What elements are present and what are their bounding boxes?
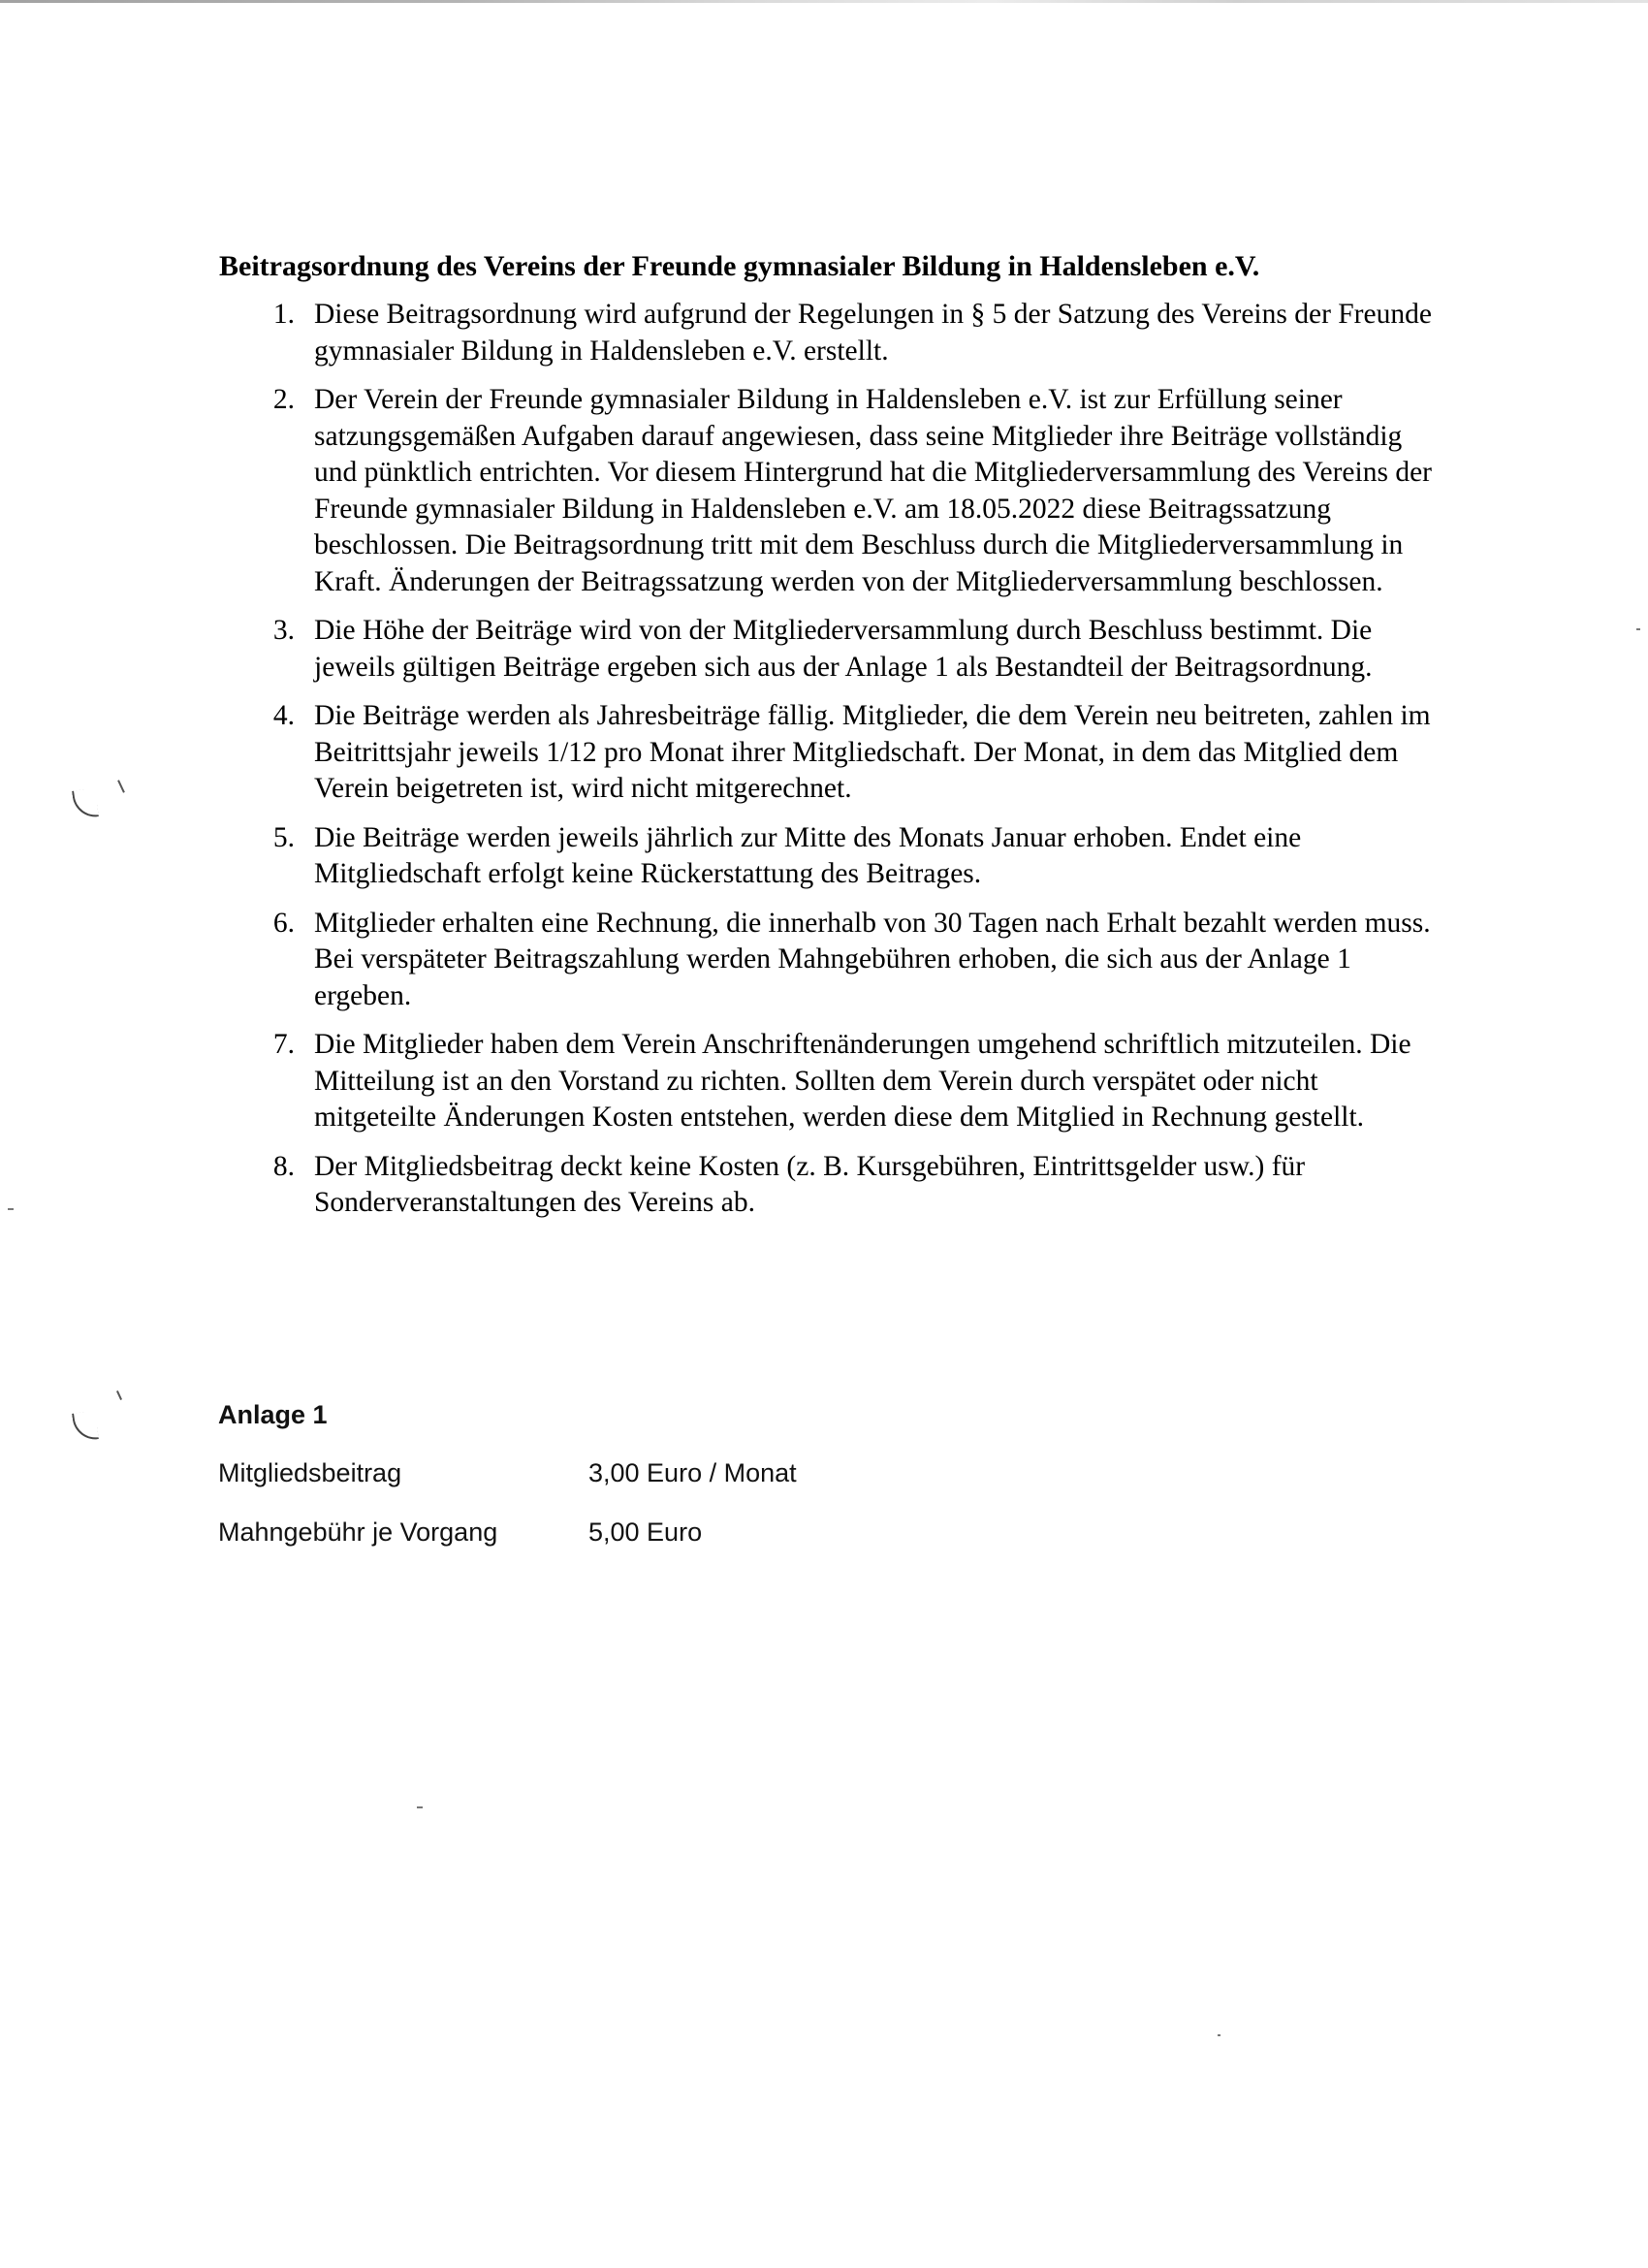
appendix-section — [218, 1398, 797, 1575]
rule-text: Die Höhe der Beiträge wird von der Mitgliederversammlung durch Beschluss bestimmt. Die jeweils gültigen Beiträge ergeben sich aus der Anlage 1 als Bestandteil der Beitragsordnung. — [314, 615, 1373, 683]
scan-tick-mark — [117, 780, 125, 793]
rule-number: 8. — [272, 1150, 295, 1182]
rule-number: 7. — [272, 1029, 295, 1060]
fee-label: Mahngebühr je Vorgang — [218, 1517, 498, 1547]
appendix-title: Anlage 1 — [218, 1400, 328, 1429]
rule-number: 5. — [272, 821, 295, 853]
rule-number: 1. — [272, 299, 295, 330]
fee-value: 5,00 Euro — [588, 1517, 703, 1547]
rule-item-4 — [256, 698, 1439, 808]
rule-text: Die Beiträge werden jeweils jährlich zur Mitte des Monats Januar erhoben. Endet eine Mitgliedschaft erfolgt keine Rückerstattung des Beitrages. — [314, 821, 1302, 889]
fee-row-reminder — [218, 1516, 797, 1549]
rule-text: Der Mitgliedsbeitrag deckt keine Kosten (z. B. Kursgebühren, Eintrittsgelder usw.) für Sonderveranstaltungen des Vereins ab. — [314, 1150, 1306, 1218]
rule-number: 4. — [272, 700, 295, 731]
scan-tick-mark — [116, 1390, 122, 1400]
rule-item-5 — [256, 820, 1439, 893]
rule-text: Die Mitglieder haben dem Verein Anschriftenänderungen umgehend schriftlich mitzuteilen. Die Mitteilung ist an den Vorstand zu richten. Sollten dem Verein durch verspätet oder nicht mitgeteilte Änderungen Kosten entstehen, werden diese dem Mitglied in Rechnung gestellt. — [314, 1029, 1411, 1133]
scan-edge-line — [0, 0, 1648, 3]
rule-item-6 — [256, 906, 1439, 1015]
rule-item-8 — [256, 1149, 1439, 1222]
rule-number: 3. — [272, 615, 295, 646]
scan-dust-mark — [8, 1208, 14, 1210]
rule-text: Mitglieder erhalten eine Rechnung, die innerhalb von 30 Tagen nach Erhalt bezahlt werden muss. Bei verspäteter Beitragszahlung werden Mahngebühren erhoben, die sich aus der Anlage 1 ergeben. — [314, 907, 1431, 1011]
rule-text: Diese Beitragsordnung wird aufgrund der Regelungen in § 5 der Satzung des Vereins der Freunde gymnasialer Bildung in Haldensleben e.V. erstellt. — [314, 299, 1432, 367]
scan-dust-mark — [1636, 628, 1640, 630]
rule-number: 6. — [272, 907, 295, 939]
rule-item-2 — [256, 382, 1439, 600]
rule-item-3 — [256, 613, 1439, 686]
scan-dust-mark — [1218, 2034, 1220, 2036]
rule-text: Die Beiträge werden als Jahresbeiträge fällig. Mitglieder, die dem Verein neu beitreten, zahlen im Beitrittsjahr jeweils 1/12 pro Monat ihrer Mitgliedschaft. Der Monat, in dem das Mitglied dem Verein beigetreten ist, wird nicht mitgerechnet. — [314, 700, 1431, 804]
rule-text: Der Verein der Freunde gymnasialer Bildung in Haldensleben e.V. ist zur Erfüllung seiner satzungsgemäßen Aufgaben darauf angewiesen, dass seine Mitglieder ihre Beiträge vollständig und pünktlich entrichten. Vor diesem Hintergrund hat die Mitgliederversammlung des Vereins der Freunde gymnasialer Bildung in Haldensleben e.V. am 18.05.2022 diese Beitragssatzung beschlossen. Die Beitragsordnung tritt mit dem Beschluss durch die Mitgliederversammlung in Kraft. Änderungen der Beitragssatzung werden von der Mitgliederversammlung beschlossen. — [314, 384, 1432, 597]
rule-number: 2. — [272, 384, 295, 415]
document-title: Beitragsordnung des Vereins der Freunde gymnasialer Bildung in Haldensleben e.V. — [219, 250, 1260, 282]
rules-list — [256, 297, 1439, 1234]
rule-item-7 — [256, 1027, 1439, 1136]
scan-hole-mark — [72, 1410, 99, 1442]
fee-row-membership — [218, 1456, 797, 1489]
fee-value: 3,00 Euro / Monat — [588, 1458, 797, 1487]
scan-dust-mark — [417, 1806, 423, 1808]
scan-hole-mark — [72, 787, 99, 819]
fee-label: Mitgliedsbeitrag — [218, 1458, 402, 1487]
rule-item-1 — [256, 297, 1439, 369]
